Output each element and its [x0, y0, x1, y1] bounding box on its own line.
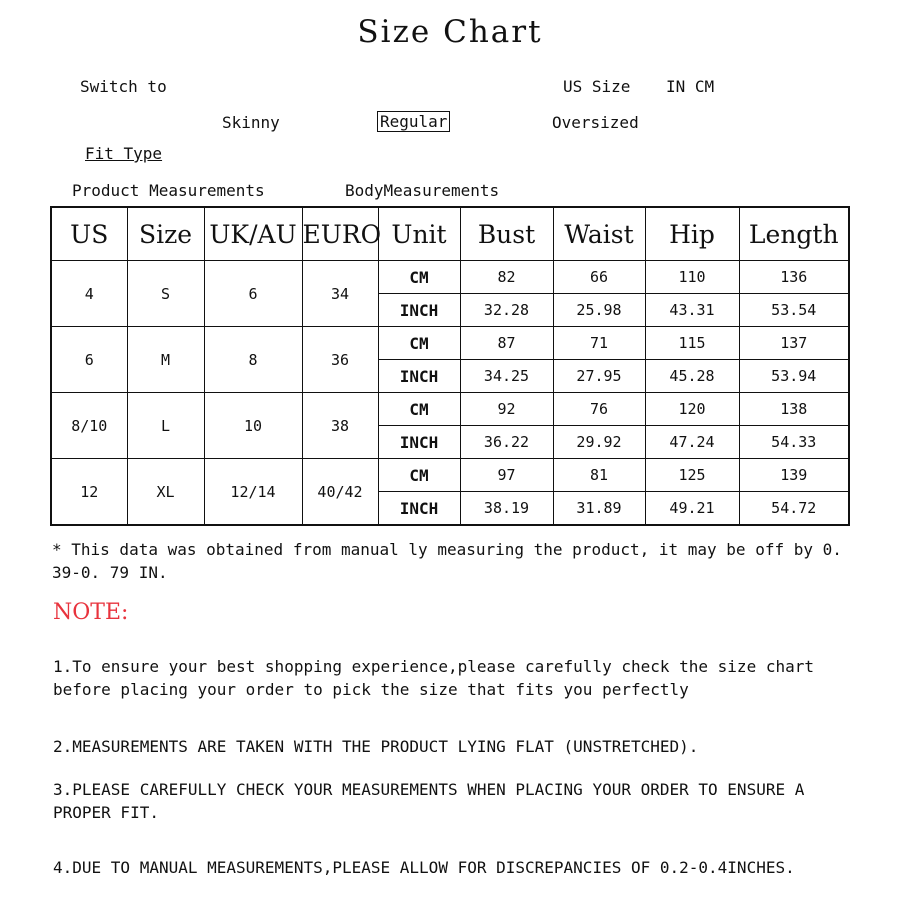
cell-size: M [127, 327, 204, 393]
cell-waist: 29.92 [553, 426, 645, 459]
header-length: Length [739, 207, 849, 261]
cell-unit: CM [378, 393, 460, 426]
fit-type-link[interactable]: Fit Type [85, 144, 163, 163]
table-header-row [51, 207, 849, 261]
cell-euro: 40/42 [302, 459, 378, 526]
note-item: 3.PLEASE CAREFULLY CHECK YOUR MEASUREMENTS WHEN PLACING YOUR ORDER TO ENSURE A PROPER FIT. [53, 780, 805, 822]
cell-unit: CM [378, 327, 460, 360]
fit-option-regular[interactable]: Regular [377, 111, 450, 132]
note-item: 1.To ensure your best shopping experience,please carefully check the size chart before placing your order to pick the size that fits you perfectly [53, 657, 814, 699]
cell-waist: 66 [553, 261, 645, 294]
unit-toggle[interactable]: IN CM [666, 77, 715, 96]
table-row [51, 459, 849, 492]
cell-length: 136 [739, 261, 849, 294]
cell-bust: 87 [460, 327, 553, 360]
measurement-disclaimer: * This data was obtained from manual ly measuring the product, it may be off by 0. 39-0. 79 IN. [52, 540, 842, 582]
note-heading: NOTE: [53, 600, 129, 625]
cell-unit: INCH [378, 294, 460, 327]
header-size: Size [127, 207, 204, 261]
cell-uk-au: 12/14 [204, 459, 302, 526]
header-unit: Unit [378, 207, 460, 261]
cell-unit: CM [378, 261, 460, 294]
tab-product-measurements[interactable]: Product Measurements [72, 181, 265, 200]
cell-bust: 32.28 [460, 294, 553, 327]
cell-bust: 92 [460, 393, 553, 426]
cell-length: 54.33 [739, 426, 849, 459]
us-size-toggle[interactable]: US Size [563, 77, 631, 96]
header-us: US [51, 207, 127, 261]
cell-hip: 47.24 [645, 426, 739, 459]
cell-us: 4 [51, 261, 127, 327]
table-row [51, 393, 849, 426]
cell-us: 8/10 [51, 393, 127, 459]
page-title: Size Chart [357, 14, 543, 50]
table-row [51, 327, 849, 360]
cell-us: 12 [51, 459, 127, 526]
cell-length: 137 [739, 327, 849, 360]
cell-waist: 27.95 [553, 360, 645, 393]
cell-waist: 76 [553, 393, 645, 426]
cell-length: 138 [739, 393, 849, 426]
tab-body-measurements[interactable]: BodyMeasurements [345, 181, 500, 200]
cell-length: 54.72 [739, 492, 849, 526]
cell-unit: INCH [378, 426, 460, 459]
cell-uk-au: 6 [204, 261, 302, 327]
cell-waist: 81 [553, 459, 645, 492]
cell-hip: 120 [645, 393, 739, 426]
cell-hip: 49.21 [645, 492, 739, 526]
cell-length: 53.54 [739, 294, 849, 327]
header-euro: EURO [302, 207, 378, 261]
fit-option-oversized[interactable]: Oversized [552, 113, 639, 132]
cell-waist: 25.98 [553, 294, 645, 327]
cell-hip: 115 [645, 327, 739, 360]
fit-option-skinny[interactable]: Skinny [222, 113, 280, 132]
cell-euro: 34 [302, 261, 378, 327]
cell-us: 6 [51, 327, 127, 393]
size-table [50, 206, 850, 526]
cell-unit: INCH [378, 492, 460, 526]
cell-bust: 38.19 [460, 492, 553, 526]
cell-size: L [127, 393, 204, 459]
note-item: 4.DUE TO MANUAL MEASUREMENTS,PLEASE ALLOW FOR DISCREPANCIES OF 0.2-0.4INCHES. [53, 858, 795, 877]
cell-euro: 36 [302, 327, 378, 393]
cell-bust: 36.22 [460, 426, 553, 459]
cell-length: 53.94 [739, 360, 849, 393]
cell-bust: 34.25 [460, 360, 553, 393]
switch-to-label: Switch to [80, 77, 167, 96]
cell-bust: 82 [460, 261, 553, 294]
cell-uk-au: 8 [204, 327, 302, 393]
header-uk-au: UK/AU [204, 207, 302, 261]
cell-hip: 110 [645, 261, 739, 294]
cell-unit: INCH [378, 360, 460, 393]
header-waist: Waist [553, 207, 645, 261]
header-bust: Bust [460, 207, 553, 261]
cell-length: 139 [739, 459, 849, 492]
cell-hip: 125 [645, 459, 739, 492]
cell-euro: 38 [302, 393, 378, 459]
cell-size: XL [127, 459, 204, 526]
cell-hip: 43.31 [645, 294, 739, 327]
note-item: 2.MEASUREMENTS ARE TAKEN WITH THE PRODUCT LYING FLAT (UNSTRETCHED). [53, 737, 699, 756]
cell-bust: 97 [460, 459, 553, 492]
cell-uk-au: 10 [204, 393, 302, 459]
cell-hip: 45.28 [645, 360, 739, 393]
cell-unit: CM [378, 459, 460, 492]
cell-waist: 71 [553, 327, 645, 360]
table-row [51, 261, 849, 294]
cell-waist: 31.89 [553, 492, 645, 526]
cell-size: S [127, 261, 204, 327]
header-hip: Hip [645, 207, 739, 261]
